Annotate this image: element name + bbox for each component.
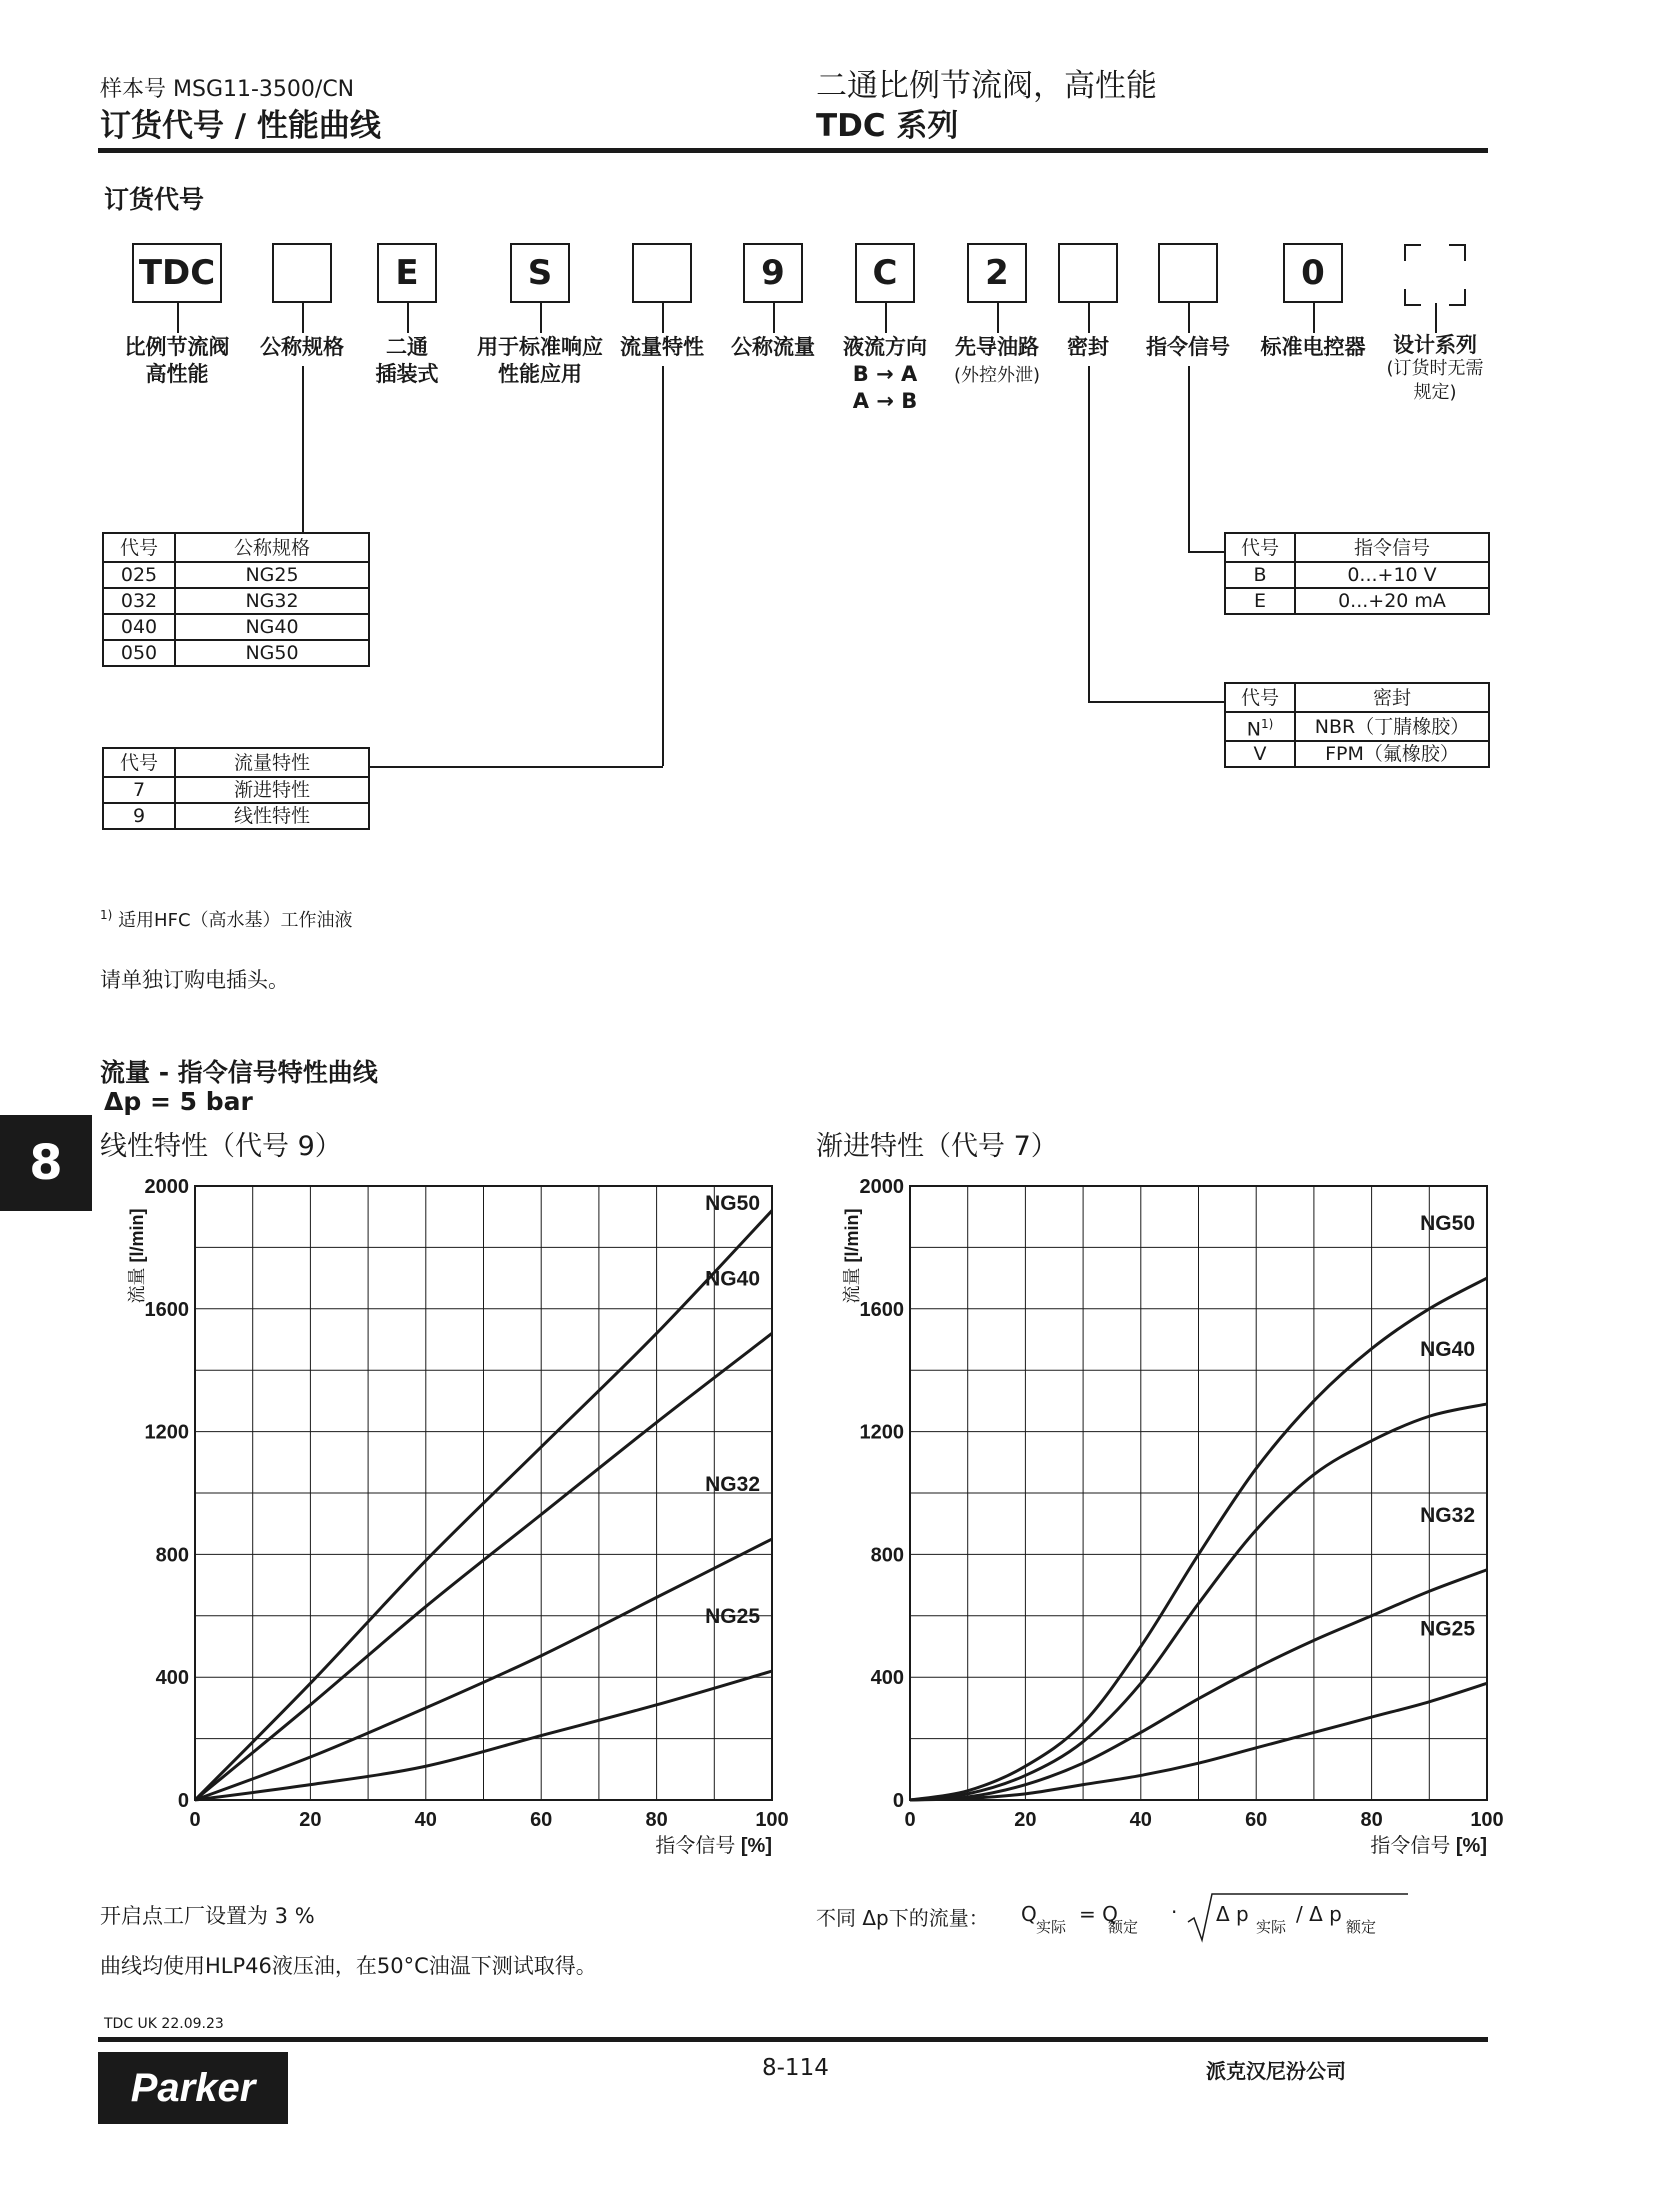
y-tick-label: 1200 — [144, 1421, 189, 1444]
header-rule — [98, 148, 1488, 153]
y-tick-label: 400 — [870, 1667, 904, 1690]
table-row: 7 渐进特性 — [103, 777, 369, 803]
y-tick-label: 800 — [870, 1544, 904, 1567]
company-name: 派克汉尼汾公司 — [1206, 2059, 1346, 2083]
label-cartridge: 二通 插装式 — [375, 335, 439, 386]
y-tick-label: 800 — [155, 1544, 189, 1567]
label-pilot: 先导油路 (外控外泄) — [953, 335, 1041, 386]
left-title: 订货代号 / 性能曲线 — [100, 108, 381, 144]
code-box-design-series — [1403, 243, 1467, 307]
x-tick-label: 100 — [1470, 1809, 1504, 1831]
y-tick-label: 1600 — [859, 1298, 904, 1321]
seal-table: 代号 密封 $N^{1)}$ NBR（丁腈橡胶） V FPM（氟橡胶） — [1224, 682, 1490, 768]
signal-table: 代号 指令信号 B 0...+10 V E 0...+20 mA — [1224, 532, 1490, 615]
series-label-ng50: NG50 — [1420, 1212, 1475, 1236]
y-tick-label: 0 — [177, 1790, 189, 1812]
series-label-ng32: NG32 — [705, 1473, 760, 1497]
label-seal: 密封 — [1067, 335, 1109, 359]
y-axis-label: 流量 [l/min] — [842, 1208, 862, 1304]
plug-note: 请单独订购电插头。 — [100, 968, 289, 992]
table-row: 040 NG40 — [103, 614, 369, 640]
label-direction: 液流方向 B → A A → B — [843, 335, 927, 413]
opening-point-note: 开启点工厂设置为 3 % — [100, 1904, 315, 1928]
label-electronics: 标准电控器 — [1260, 335, 1366, 359]
y-tick-label: 2000 — [144, 1176, 189, 1198]
series-label-ng50: NG50 — [705, 1192, 760, 1215]
catalog-number: 样本号 MSG11-3500/CN — [100, 77, 355, 102]
table-row: $N^{1)}$ NBR（丁腈橡胶） — [1225, 712, 1489, 741]
chart-title-progressive: 渐进特性（代号 7） — [816, 1131, 1058, 1162]
x-tick-label: 60 — [1245, 1809, 1268, 1831]
table-row: 032 NG32 — [103, 588, 369, 614]
flow-formula: 不同 Δp下的流量： Q 实际 = Q 额定 · Δ p 实际 / Δ p 额定 — [816, 1890, 1416, 1950]
x-tick-label: 20 — [1014, 1809, 1037, 1831]
curves-title: 流量 - 指令信号特性曲线 — [100, 1058, 378, 1087]
series-label-ng25: NG25 — [1420, 1617, 1475, 1641]
code-box-size — [272, 243, 332, 303]
footer-rule — [98, 2037, 1488, 2042]
code-box-nominal-flow: 9 — [743, 243, 803, 303]
linear-chart — [95, 1170, 795, 1870]
code-box-signal — [1158, 243, 1218, 303]
label-response: 用于标准响应 性能应用 — [477, 335, 603, 386]
right-series: TDC 系列 — [816, 108, 959, 144]
code-box-cartridge: E — [377, 243, 437, 303]
x-tick-label: 20 — [299, 1809, 322, 1831]
table-row: E 0...+20 mA — [1225, 588, 1489, 614]
x-tick-label: 0 — [904, 1809, 916, 1831]
x-tick-label: 100 — [755, 1809, 789, 1831]
x-axis-label: 指令信号 [%] — [655, 1835, 772, 1857]
footnote: $^{1)}$ 适用HFC（高水基）工作油液 — [100, 908, 353, 931]
series-label-ng40: NG40 — [705, 1267, 760, 1291]
code-box-response: S — [510, 243, 570, 303]
code-box-seal — [1058, 243, 1118, 303]
chart-title-linear: 线性特性（代号 9） — [100, 1131, 342, 1162]
curves-dp: Δp = 5 bar — [104, 1087, 253, 1116]
series-label-ng40: NG40 — [1420, 1337, 1475, 1361]
ordering-title: 订货代号 — [104, 185, 205, 214]
label-size: 公称规格 — [260, 335, 344, 359]
y-tick-label: 1600 — [144, 1298, 189, 1321]
label-signal: 指令信号 — [1146, 335, 1230, 359]
table-row: B 0...+10 V — [1225, 562, 1489, 588]
test-condition-note: 曲线均使用HLP46液压油，在50°C油温下测试取得。 — [100, 1954, 597, 1978]
table-row: 9 线性特性 — [103, 803, 369, 829]
size-table: 代号 公称规格 025 NG25 032 NG32 040 NG40 050 NG50 — [102, 532, 370, 667]
code-box-direction: C — [855, 243, 915, 303]
parker-logo: Parker — [98, 2052, 288, 2124]
series-label-ng25: NG25 — [705, 1605, 760, 1629]
x-axis-label: 指令信号 [%] — [1370, 1835, 1487, 1857]
table-row: 025 NG25 — [103, 562, 369, 588]
code-box-electronics: 0 — [1283, 243, 1343, 303]
label-flow-char: 流量特性 — [620, 335, 704, 359]
label-series: 比例节流阀 高性能 — [124, 335, 230, 386]
code-box-flow-char — [632, 243, 692, 303]
doc-reference: TDC UK 22.09.23 — [104, 2016, 224, 2032]
x-tick-label: 40 — [414, 1809, 437, 1831]
right-title: 二通比例节流阀，高性能 — [816, 68, 1157, 104]
x-tick-label: 40 — [1129, 1809, 1152, 1831]
chapter-tab: 8 — [0, 1115, 92, 1211]
page-number: 8-114 — [762, 2055, 829, 2081]
y-axis-label: 流量 [l/min] — [127, 1208, 147, 1304]
label-nominal-flow: 公称流量 — [731, 335, 815, 359]
y-tick-label: 2000 — [859, 1176, 904, 1198]
label-design-series: 设计系列 (订货时无需 规定) — [1386, 333, 1484, 403]
x-tick-label: 80 — [1360, 1809, 1383, 1831]
flow-char-table: 代号 流量特性 7 渐进特性 9 线性特性 — [102, 747, 370, 830]
y-tick-label: 1200 — [859, 1421, 904, 1444]
table-row: V FPM（氟橡胶） — [1225, 741, 1489, 767]
y-tick-label: 400 — [155, 1667, 189, 1690]
code-box-series: TDC — [132, 243, 222, 303]
x-tick-label: 60 — [530, 1809, 553, 1831]
series-label-ng32: NG32 — [1420, 1503, 1475, 1527]
y-tick-label: 0 — [892, 1790, 904, 1812]
x-tick-label: 80 — [645, 1809, 668, 1831]
progressive-chart — [810, 1170, 1510, 1870]
code-box-pilot: 2 — [967, 243, 1027, 303]
x-tick-label: 0 — [189, 1809, 201, 1831]
table-row: 050 NG50 — [103, 640, 369, 666]
